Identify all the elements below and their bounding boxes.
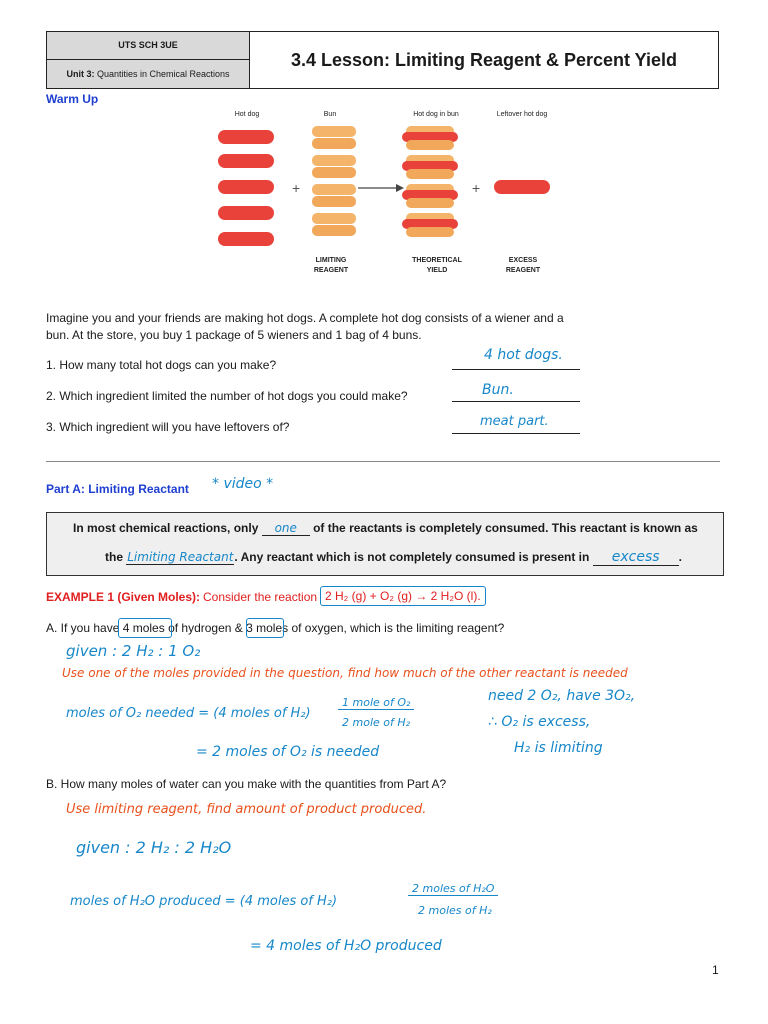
unit-name: Quantities in Chemical Reactions bbox=[96, 69, 230, 79]
answer-3: meat part. bbox=[480, 414, 549, 429]
definition-box bbox=[46, 512, 724, 576]
answer-1-line bbox=[452, 347, 580, 370]
reaction-equation: 2 H₂ (g) + O₂ (g) → 2 H₂O (l). bbox=[320, 586, 486, 606]
hw-fraction-den-b: 2 moles of H₂ bbox=[418, 904, 492, 917]
hw-fraction-num-a: 1 mole of O₂ bbox=[338, 696, 414, 710]
caption-excess-1: EXCESS bbox=[508, 257, 538, 264]
caption-theoretical-1: THEORETICAL bbox=[412, 257, 462, 264]
unit-number: Unit 3: bbox=[66, 69, 95, 79]
section-divider bbox=[46, 461, 720, 462]
hw-instruction-a: Use one of the moles provided in the question, find how much of the other reactant is needed bbox=[62, 666, 628, 680]
hw-compare-3: H₂ is limiting bbox=[514, 740, 603, 756]
caption-theoretical-2: YIELD bbox=[426, 267, 448, 274]
box-line-2 bbox=[105, 549, 725, 566]
label-hotdog-in-bun: Hot dog in bun bbox=[413, 111, 459, 118]
bun-column bbox=[312, 126, 356, 236]
box-blank-3 bbox=[593, 549, 679, 566]
caption-excess bbox=[494, 256, 552, 276]
label-leftover: Leftover hot dog bbox=[496, 111, 548, 118]
hotdog-illustration bbox=[200, 118, 580, 258]
box-text-2a: the bbox=[105, 550, 127, 564]
question-1: 1. How many total hot dogs can you make? bbox=[46, 358, 277, 372]
course-code: UTS SCH 3UE bbox=[47, 32, 249, 60]
example1-heading: EXAMPLE 1 (Given Moles): bbox=[46, 590, 201, 604]
caption-excess-2: REAGENT bbox=[505, 267, 541, 274]
caption-limiting-1: LIMITING bbox=[315, 257, 347, 264]
box-blank-2 bbox=[126, 550, 234, 565]
question-A: A. If you have 4 moles of hydrogen & 3 moles of oxygen, which is the limiting reagent? bbox=[46, 621, 505, 635]
hw-result-b: = 4 moles of H₂O produced bbox=[250, 938, 442, 954]
box-fill-3: excess bbox=[611, 549, 660, 565]
hw-fraction-num-b: 2 moles of H₂O bbox=[408, 882, 498, 896]
caption-theoretical bbox=[400, 256, 474, 276]
hw-given-b: given : 2 H₂ : 2 H₂O bbox=[76, 838, 232, 857]
question-2: 2. Which ingredient limited the number of hot dogs you could make? bbox=[46, 389, 408, 403]
question-3: 3. Which ingredient will you have leftovers of? bbox=[46, 420, 290, 434]
box-text-2b: . Any reactant which is not completely consumed is present in bbox=[234, 550, 593, 564]
plus-sign-2: + bbox=[472, 180, 481, 196]
partA-note: * video * bbox=[212, 476, 274, 492]
label-bun: Bun bbox=[323, 111, 337, 118]
circle-4-moles bbox=[118, 618, 172, 638]
hw-compare-2: ∴ O₂ is excess, bbox=[488, 714, 591, 730]
unit-label bbox=[47, 60, 249, 88]
question-B: B. How many moles of water can you make with the quantities from Part A? bbox=[46, 777, 447, 791]
box-blank-1 bbox=[262, 521, 310, 536]
partA-heading: Part A: Limiting Reactant bbox=[46, 482, 189, 496]
answer-2: Bun. bbox=[482, 382, 514, 398]
header-table bbox=[46, 31, 719, 89]
sausage-column bbox=[218, 130, 274, 246]
warmup-intro: Imagine you and your friends are making hot dogs. A complete hot dog consists of a wiener and a bun. At the store, you buy 1 package of 5 wieners and 1 bag of 4 buns. bbox=[46, 311, 564, 342]
page-number: 1 bbox=[712, 963, 719, 977]
answer-2-line bbox=[452, 382, 580, 402]
caption-limiting-2: REAGENT bbox=[313, 267, 349, 274]
page-title: 3.4 Lesson: Limiting Reagent & Percent Yield bbox=[290, 50, 678, 70]
box-fill-2: Limiting Reactant bbox=[127, 550, 234, 564]
caption-limiting bbox=[302, 256, 360, 276]
leftover-sausage bbox=[494, 180, 550, 194]
hw-result-a: = 2 moles of O₂ is needed bbox=[196, 744, 380, 760]
hotdog-in-bun-column bbox=[402, 126, 458, 237]
box-line-1 bbox=[73, 521, 713, 536]
hw-instruction-b: Use limiting reagent, find amount of product produced. bbox=[66, 802, 427, 817]
hw-given-a: given : 2 H₂ : 1 O₂ bbox=[66, 642, 201, 660]
hw-h2o-produced: moles of H₂O produced = (4 moles of H₂) bbox=[70, 894, 338, 909]
hw-o2-needed: moles of O₂ needed = (4 moles of H₂) bbox=[66, 706, 311, 721]
example1-intro: Consider the reaction bbox=[203, 590, 318, 604]
circle-3-moles bbox=[246, 618, 284, 638]
box-fill-1: one bbox=[274, 521, 297, 535]
box-text-1b: of the reactants is completely consumed. This reactant is known as bbox=[309, 521, 698, 535]
box-text-1a: In most chemical reactions, only bbox=[73, 521, 262, 535]
warmup-heading: Warm Up bbox=[46, 92, 99, 106]
answer-3-line bbox=[452, 414, 580, 434]
header-left bbox=[47, 32, 250, 88]
hw-compare-1: need 2 O₂, have 3O₂, bbox=[488, 688, 636, 704]
plus-sign: + bbox=[292, 180, 301, 196]
box-text-2c: . bbox=[678, 550, 682, 564]
answer-1: 4 hot dogs. bbox=[484, 347, 563, 363]
label-hotdog: Hot dog bbox=[234, 111, 260, 118]
hw-fraction-den-a: 2 mole of H₂ bbox=[342, 716, 411, 729]
